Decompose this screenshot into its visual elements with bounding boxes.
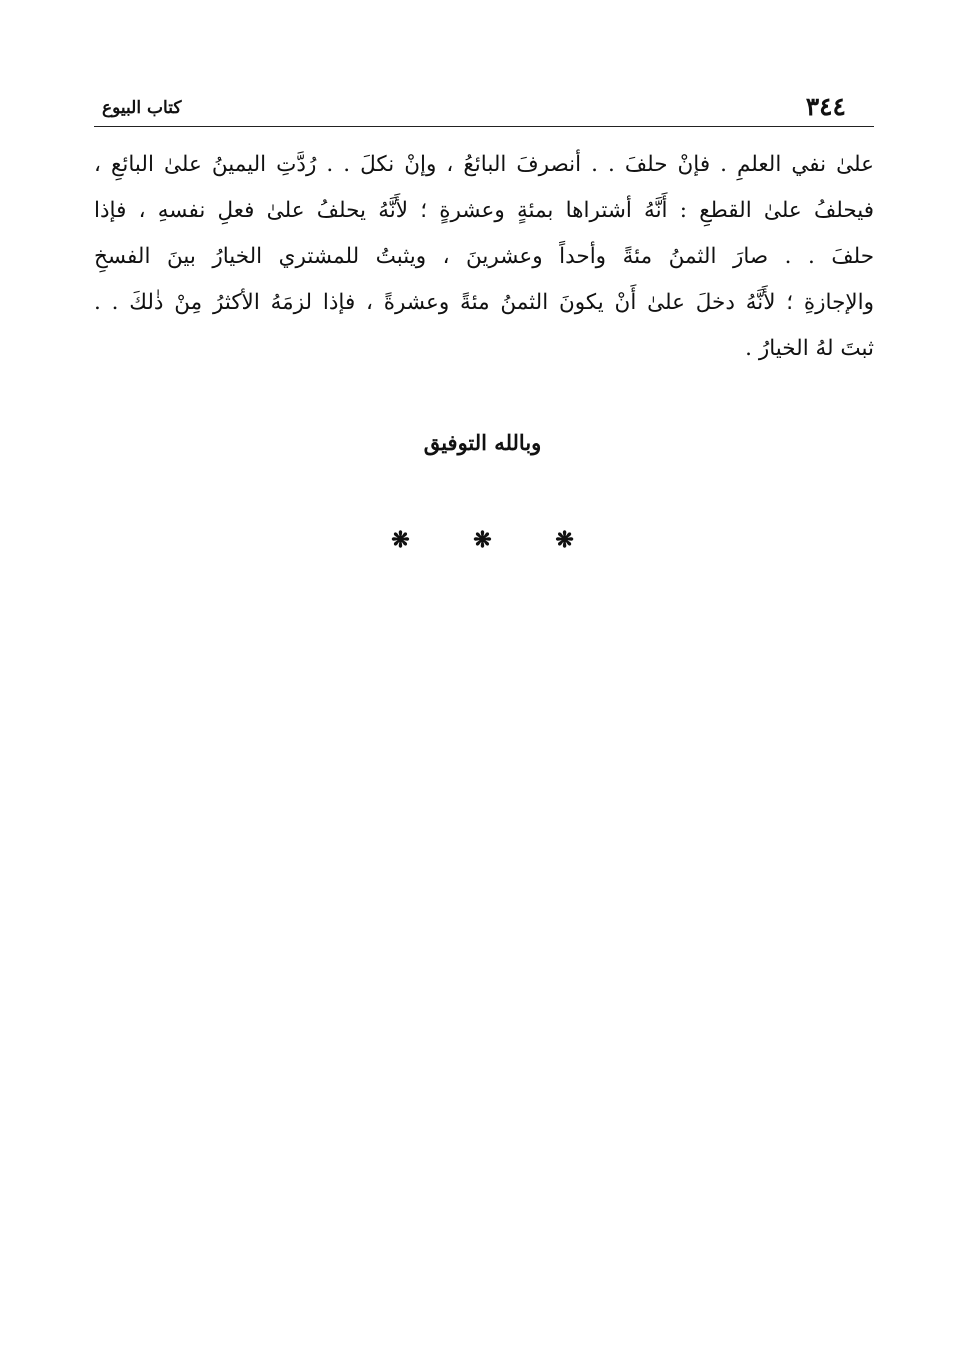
page-number: ٣٤٤ (805, 92, 846, 121)
body-line: ثبتَ لهُ الخيارُ . (745, 336, 874, 361)
closing-phrase: وبالله التوفيق (423, 430, 542, 455)
header-divider (94, 126, 874, 127)
running-header (94, 92, 874, 126)
body-paragraph (94, 142, 874, 372)
body-line: فيحلفُ علىٰ القطعِ : أَنَّهُ أشتراها بمئةٍ وعشرةٍ ؛ لأَنَّهُ يحلفُ علىٰ فعلِ نفسهِ ، فإذا (94, 198, 874, 223)
body-line: حلفَ . . صارَ الثمنُ مئةً وأحداً وعشرينَ ، ويثبتُ للمشتري الخيارُ بينَ الفسخِ (94, 244, 874, 269)
book-title: كتاب البيوع (102, 98, 182, 118)
section-end-ornament: ❋ ❋ ❋ (391, 527, 602, 553)
body-line: والإجازةِ ؛ لأَنَّهُ دخلَ علىٰ أَنْ يكونَ الثمنُ مئةً وعشرةً ، فإذا لزمَهُ الأكثرُ مِنْ ذٰلكَ . . (94, 290, 874, 315)
body-line: علىٰ نفي العلمِ . فإنْ حلفَ . . أنصرفَ البائعُ ، وإنْ نكلَ . . رُدَّتِ اليمينُ علىٰ البائعِ ، (94, 152, 874, 177)
